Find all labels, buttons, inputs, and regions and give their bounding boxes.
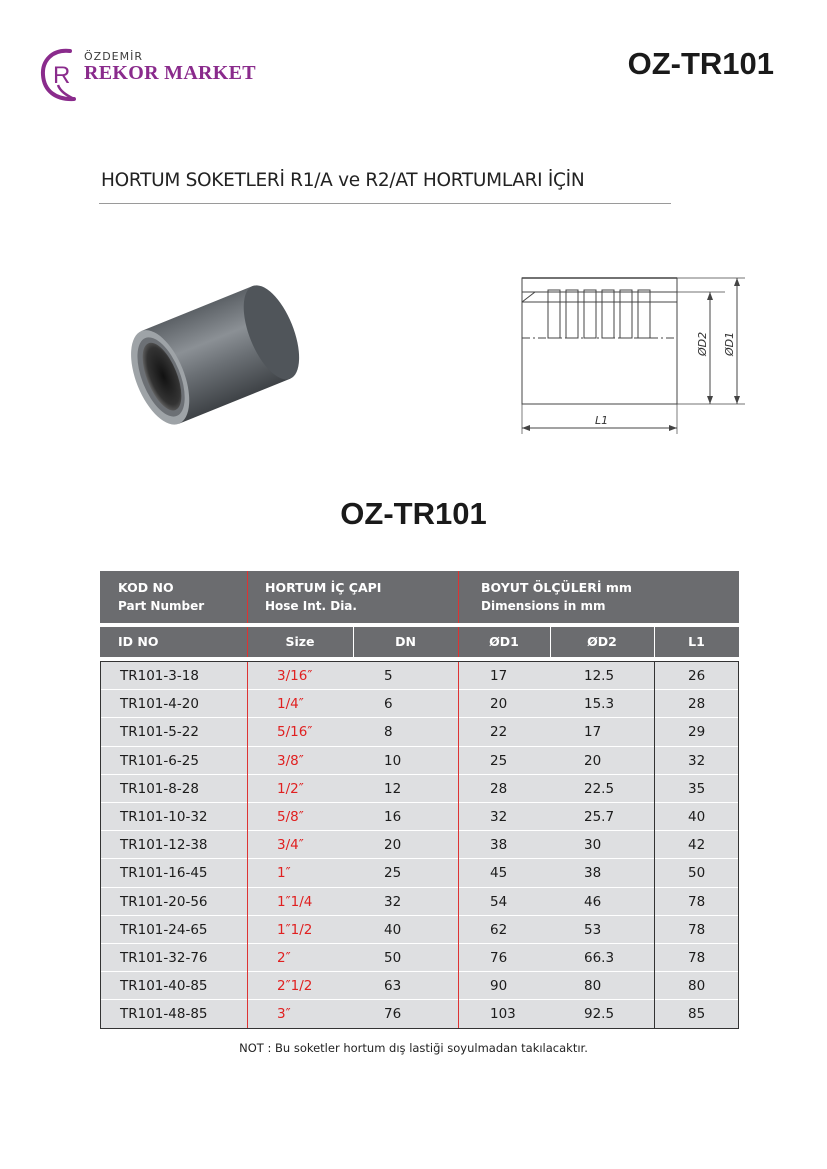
header-divider (247, 571, 248, 623)
technical-drawing (500, 268, 750, 438)
cell-id-no: TR101-32-76 (120, 949, 208, 966)
cell-d1: 62 (490, 921, 508, 938)
cell-id-no: TR101-10-32 (120, 808, 208, 825)
cell-dn: 6 (384, 696, 393, 713)
cell-dn: 25 (384, 865, 402, 882)
cell-l1: 78 (688, 893, 706, 910)
column-divider (458, 662, 459, 1028)
cell-d1: 45 (490, 865, 508, 882)
table-row (101, 775, 738, 803)
header-kod-no-label: KOD NO (118, 580, 174, 595)
cell-d2: 38 (584, 865, 602, 882)
cell-d1: 17 (490, 668, 508, 684)
cell-l1: 80 (688, 978, 706, 995)
cell-d1: 76 (490, 949, 508, 966)
table-row (101, 859, 738, 887)
brand-logo-icon (40, 45, 80, 105)
cell-d1: 28 (490, 780, 508, 797)
cell-id-no: TR101-5-22 (120, 724, 199, 741)
cell-dn: 16 (384, 808, 402, 825)
cell-dn: 32 (384, 893, 402, 910)
cell-size: 3/4″ (277, 837, 304, 854)
cell-d1: 90 (490, 978, 508, 995)
table-row (101, 747, 738, 775)
cell-dn: 5 (384, 668, 393, 684)
table-column-header (100, 626, 739, 657)
brand-subtitle: ÖZDEMİR (84, 50, 143, 63)
column-divider (654, 662, 655, 1028)
drawing-label-d1: ØD1 (723, 331, 736, 356)
cell-d2: 53 (584, 921, 602, 938)
cell-d2: 15.3 (584, 696, 615, 713)
cell-id-no: TR101-3-18 (120, 668, 199, 684)
title-divider (99, 203, 671, 204)
table-row (101, 662, 738, 690)
column-divider (247, 662, 248, 1028)
cell-l1: 35 (688, 780, 706, 797)
table-rows (101, 662, 738, 1028)
cell-size: 1″1/2 (277, 921, 313, 938)
cell-size: 2″ (277, 949, 291, 966)
table-row (101, 1000, 738, 1028)
cell-dn: 8 (384, 724, 393, 741)
cell-d2: 66.3 (584, 949, 615, 966)
col-dn: DN (395, 634, 416, 649)
cell-dn: 40 (384, 921, 402, 938)
cell-id-no: TR101-48-85 (120, 1006, 208, 1023)
cell-d2: 12.5 (584, 668, 615, 684)
table-body (100, 661, 739, 1029)
col-size: Size (285, 634, 315, 649)
col-d2: ØD2 (587, 634, 617, 649)
header-hortum-label: HORTUM İÇ ÇAPI (265, 580, 382, 595)
brand-name: REKOR MARKET (84, 62, 256, 84)
cell-d2: 30 (584, 837, 602, 854)
cell-dn: 12 (384, 780, 402, 797)
cell-l1: 85 (688, 1006, 706, 1023)
cell-d2: 20 (584, 752, 602, 769)
cell-d1: 103 (490, 1006, 516, 1023)
page-title: HORTUM SOKETLERİ R1/A ve R2/AT HORTUMLARI İÇİN (101, 170, 585, 191)
cell-id-no: TR101-12-38 (120, 837, 208, 854)
cell-size: 3/8″ (277, 752, 304, 769)
cell-l1: 78 (688, 949, 706, 966)
header-hose-dia-label: Hose Int. Dia. (265, 599, 357, 613)
cell-l1: 32 (688, 752, 706, 769)
header-divider (654, 627, 655, 657)
cell-id-no: TR101-4-20 (120, 696, 199, 713)
cell-id-no: TR101-6-25 (120, 752, 199, 769)
table-row (101, 944, 738, 972)
product-code-title: OZ-TR101 (340, 496, 487, 531)
cell-l1: 26 (688, 668, 706, 684)
drawing-label-l1: L1 (595, 414, 609, 427)
cell-size: 1″1/4 (277, 893, 313, 910)
cell-dn: 76 (384, 1006, 402, 1023)
col-d1: ØD1 (489, 634, 519, 649)
cell-id-no: TR101-24-65 (120, 921, 208, 938)
cell-l1: 28 (688, 696, 706, 713)
cell-l1: 78 (688, 921, 706, 938)
product-code-header: OZ-TR101 (627, 46, 774, 81)
cell-size: 2″1/2 (277, 978, 313, 995)
header-divider (458, 571, 459, 623)
cell-d2: 22.5 (584, 780, 615, 797)
cell-size: 5/8″ (277, 808, 304, 825)
cell-dn: 10 (384, 752, 402, 769)
cell-dn: 50 (384, 949, 402, 966)
header-hortum (247, 571, 458, 623)
header-divider (353, 627, 354, 657)
header-divider (458, 627, 459, 657)
cell-id-no: TR101-16-45 (120, 865, 208, 882)
footer-note: NOT : Bu soketler hortum dış lastiği soyulmadan takılacaktır. (239, 1041, 588, 1055)
cell-d2: 25.7 (584, 808, 615, 825)
cell-dn: 20 (384, 837, 402, 854)
cell-dn: 63 (384, 978, 402, 995)
drawing-label-d2: ØD2 (696, 331, 709, 356)
table-row (101, 718, 738, 746)
cell-d2: 80 (584, 978, 602, 995)
cell-d1: 32 (490, 808, 508, 825)
cell-l1: 42 (688, 837, 706, 854)
cell-size: 1″ (277, 865, 291, 882)
col-id-no: ID NO (118, 634, 159, 649)
table-row (101, 831, 738, 859)
table-group-header (100, 571, 739, 623)
cell-l1: 29 (688, 724, 706, 741)
cell-d1: 54 (490, 893, 508, 910)
header-divider (247, 627, 248, 657)
table-row (101, 916, 738, 944)
header-boyut (463, 571, 739, 623)
cell-d2: 17 (584, 724, 602, 741)
logo-letter: R (53, 62, 71, 89)
table-row (101, 888, 738, 916)
cell-d2: 46 (584, 893, 602, 910)
cell-d1: 22 (490, 724, 508, 741)
header-boyut-label: BOYUT ÖLÇÜLERİ mm (481, 580, 632, 595)
header-part-number-label: Part Number (118, 599, 205, 613)
cell-l1: 50 (688, 865, 706, 882)
product-photo (118, 276, 308, 436)
header-kod-no (100, 571, 247, 623)
cell-size: 3″ (277, 1006, 291, 1023)
cell-d1: 20 (490, 696, 508, 713)
cell-d2: 92.5 (584, 1006, 615, 1023)
cell-size: 1/4″ (277, 696, 304, 713)
spec-table (100, 571, 739, 1029)
cell-id-no: TR101-8-28 (120, 780, 199, 797)
cell-d1: 38 (490, 837, 508, 854)
table-row (101, 803, 738, 831)
table-row (101, 690, 738, 718)
cell-l1: 40 (688, 808, 706, 825)
header-dimensions-label: Dimensions in mm (481, 599, 606, 613)
cell-size: 3/16″ (277, 668, 313, 684)
cell-size: 5/16″ (277, 724, 313, 741)
table-row (101, 972, 738, 1000)
header-divider (550, 627, 551, 657)
cell-id-no: TR101-40-85 (120, 978, 208, 995)
col-l1: L1 (688, 634, 705, 649)
cell-d1: 25 (490, 752, 508, 769)
cell-id-no: TR101-20-56 (120, 893, 208, 910)
cell-size: 1/2″ (277, 780, 304, 797)
